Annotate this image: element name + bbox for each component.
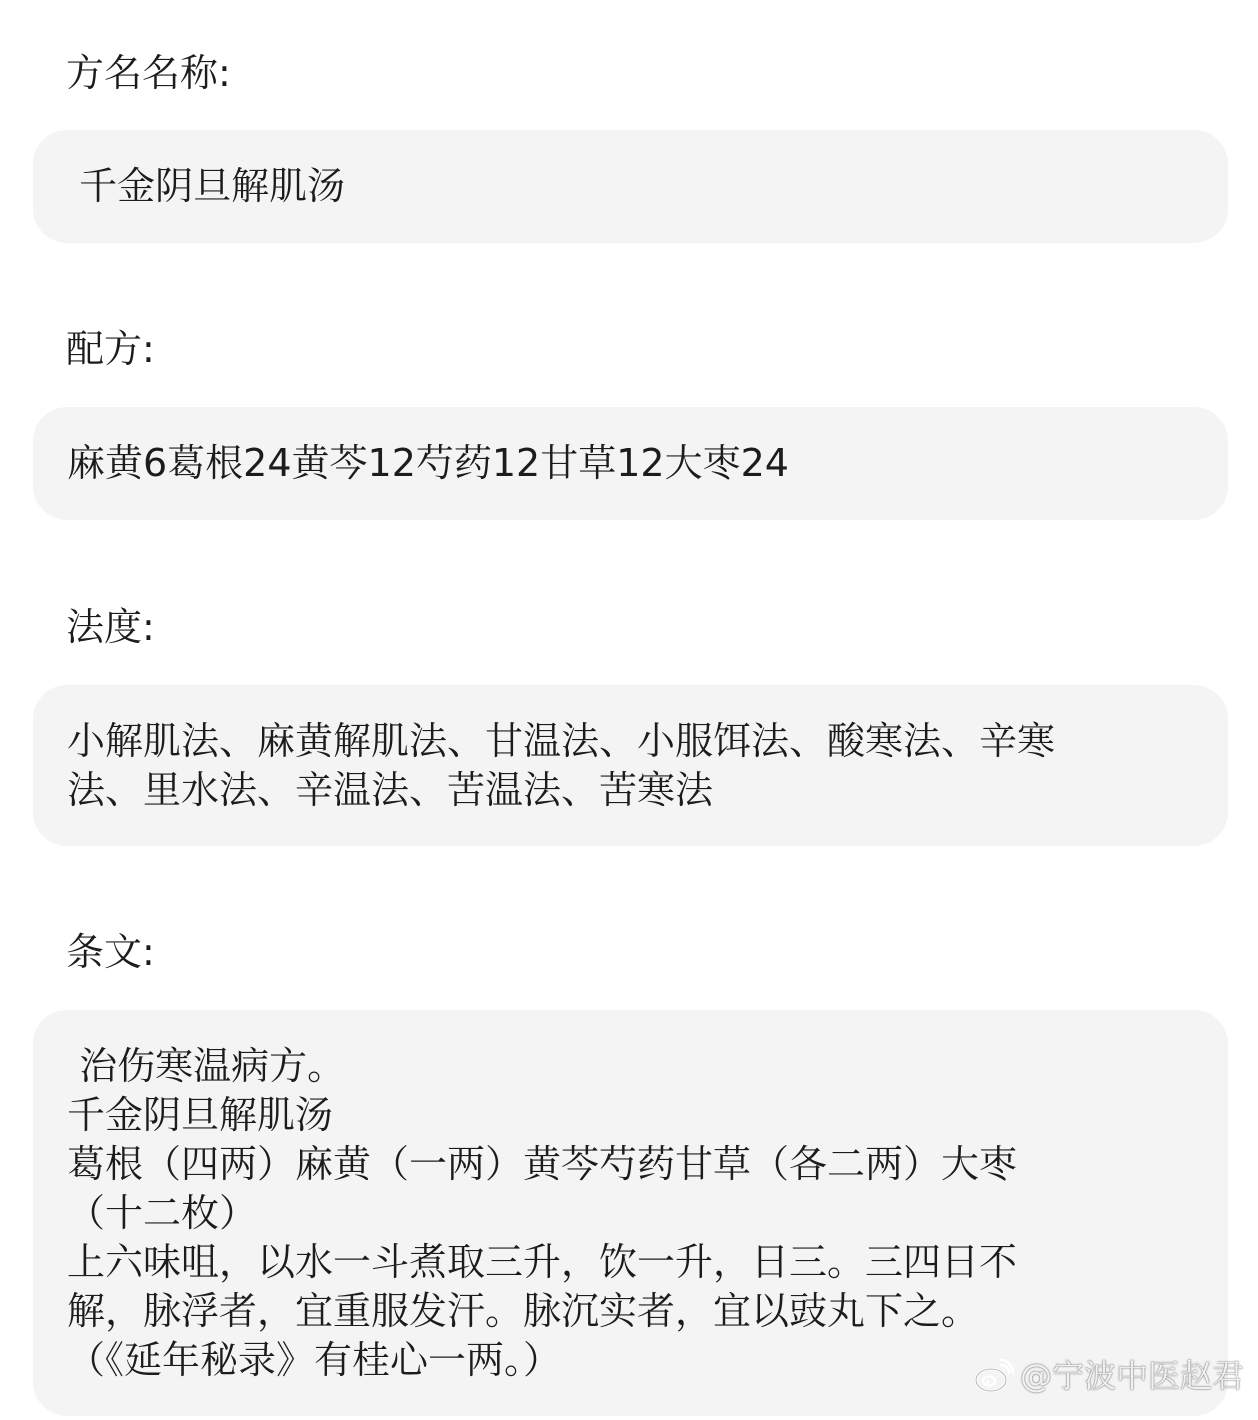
method-line: 法、里水法、辛温法、苦温法、苦寒法 bbox=[67, 768, 714, 812]
watermark-text: @宁波中医赵君 bbox=[1019, 1357, 1244, 1395]
formula-value: 麻黄6葛根24黄芩12芍药12甘草12大枣24 bbox=[67, 441, 789, 485]
weibo-icon bbox=[974, 1359, 1014, 1393]
text-line: 千金阴旦解肌汤 bbox=[67, 1093, 334, 1137]
watermark bbox=[974, 1356, 1244, 1396]
method-line: 小解肌法、麻黄解肌法、甘温法、小服饵法、酸寒法、辛寒 bbox=[67, 719, 1056, 763]
text-line: （《延年秘录》有桂心一两。） bbox=[67, 1338, 562, 1382]
text-line: 上六味咀，以水一斗煮取三升，饮一升，日三。三四日不 bbox=[67, 1240, 1018, 1284]
text-line: 治伤寒温病方。 bbox=[67, 1044, 346, 1088]
formula-label: 配方: bbox=[66, 327, 155, 371]
text-line: （十二枚） bbox=[67, 1191, 258, 1235]
recipe-name-label: 方名名称: bbox=[66, 51, 231, 95]
text-label: 条文: bbox=[66, 930, 155, 974]
method-card[interactable] bbox=[33, 685, 1228, 846]
method-label: 法度: bbox=[66, 605, 155, 649]
recipe-name-value: 千金阴旦解肌汤 bbox=[67, 164, 346, 208]
text-line: 解，脉浮者，宜重服发汗。脉沉实者，宜以豉丸下之。 bbox=[67, 1289, 980, 1333]
formula-card[interactable] bbox=[33, 407, 1228, 520]
recipe-name-card[interactable] bbox=[33, 130, 1228, 243]
text-line: 葛根（四两）麻黄（一两）黄芩芍药甘草（各二两）大枣 bbox=[67, 1142, 1018, 1186]
